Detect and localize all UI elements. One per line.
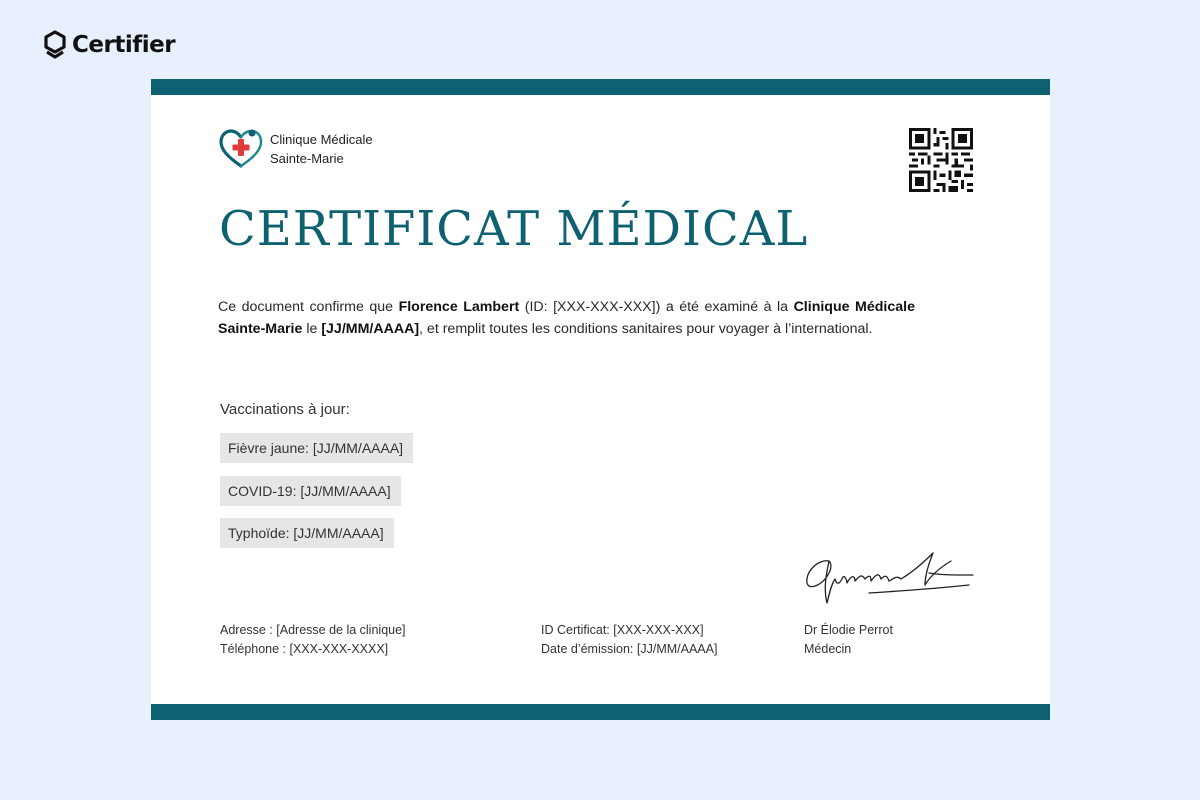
heart-cross-icon	[218, 126, 264, 172]
footer-contact	[220, 621, 406, 659]
certificate-id: ID Certificat: [XXX-XXX-XXX]	[541, 623, 704, 637]
footer-doctor	[804, 621, 893, 659]
certifier-logo-icon	[44, 30, 66, 60]
clinic-name-inline: Clinique Médicale Sainte-Marie	[218, 299, 915, 337]
clinic-name	[270, 130, 373, 168]
certificate-body: Ce document confirme que Florence Lambert (ID: [XXX-XXX-XXX]) a été examiné à la Clinique Médicale Sainte-Marie le [JJ/MM/AAAA], et remplit toutes les conditions sanitaires pour voyager à l’international.	[218, 299, 915, 337]
clinic-header	[218, 126, 373, 172]
issue-date: Date d’émission: [JJ/MM/AAAA]	[541, 642, 718, 656]
certificate-card	[151, 79, 1050, 720]
qr-code-icon	[909, 128, 973, 192]
vaccination-item-typhoid: Typhoïde: [JJ/MM/AAAA]	[220, 518, 394, 548]
doctor-role: Médecin	[804, 642, 852, 656]
patient-name: Florence Lambert	[398, 299, 520, 315]
exam-date: [JJ/MM/AAAA]	[321, 320, 420, 337]
clinic-phone: Téléphone : [XXX-XXX-XXXX]	[220, 642, 389, 656]
clinic-name-line2: Sainte-Marie	[270, 151, 344, 166]
doctor-signature	[801, 545, 976, 607]
clinic-address: Adresse : [Adresse de la clinique]	[220, 623, 406, 637]
clinic-name-line1: Clinique Médicale	[270, 132, 373, 147]
brand-header	[44, 30, 175, 60]
footer-certificate-info	[541, 621, 717, 659]
vaccinations-heading: Vaccinations à jour:	[220, 401, 350, 418]
brand-name: Certifier	[72, 32, 176, 58]
vaccination-item-yellow-fever: Fièvre jaune: [JJ/MM/AAAA]	[220, 433, 413, 463]
vaccination-item-covid: COVID-19: [JJ/MM/AAAA]	[220, 476, 401, 506]
certificate-title: CERTIFICAT MÉDICAL	[219, 201, 809, 257]
doctor-name: Dr Élodie Perrot	[804, 623, 893, 637]
